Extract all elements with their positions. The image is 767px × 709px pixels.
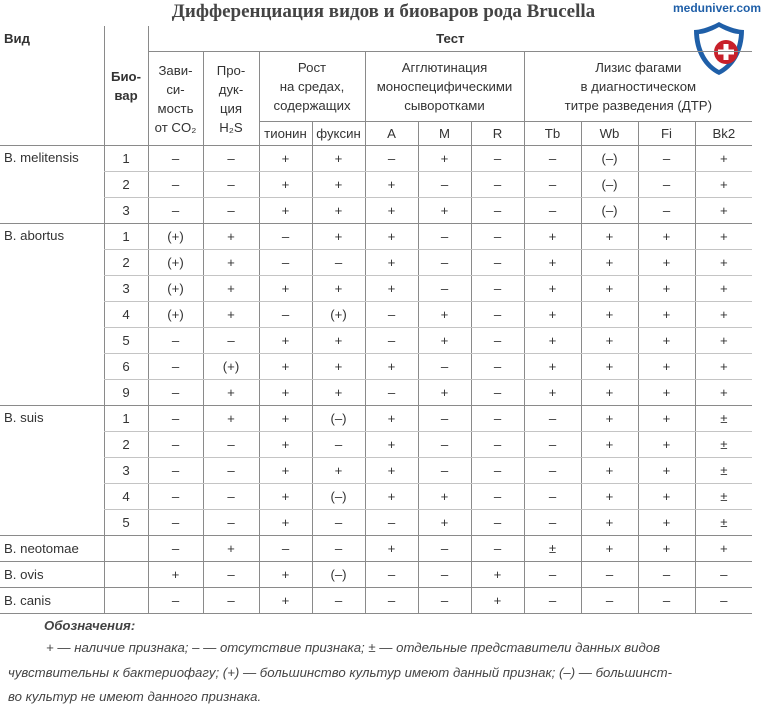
- cell-phage-bk2: –: [695, 562, 752, 588]
- cell-agg-r: –: [471, 198, 524, 224]
- cell-phage-tb: +: [524, 328, 581, 354]
- cell-fuchsin: +: [312, 328, 365, 354]
- cell-phage-wb: (–): [581, 198, 638, 224]
- header-agg-r: R: [471, 122, 524, 146]
- header-phage-tb: Tb: [524, 122, 581, 146]
- biovar-cell: 1: [104, 224, 148, 250]
- cell-agg-m: –: [418, 562, 471, 588]
- header-agglutination-line-2: моноспецифическими: [376, 79, 513, 94]
- header-co2-line-3: мость: [157, 100, 194, 116]
- cell-phage-fi: +: [638, 432, 695, 458]
- header-lysis-line-1: Лизис фагами: [595, 60, 682, 75]
- cell-thionin: +: [259, 328, 312, 354]
- cell-phage-wb: +: [581, 302, 638, 328]
- cell-co2: (+): [148, 250, 203, 276]
- legend-line-3: во культур не имеют данного признака.: [8, 689, 262, 704]
- cell-thionin: –: [259, 250, 312, 276]
- table-row: [0, 562, 752, 588]
- cell-phage-wb: +: [581, 458, 638, 484]
- header-growth-line-2: на средах,: [279, 79, 345, 94]
- cell-fuchsin: +: [312, 198, 365, 224]
- cell-phage-tb: –: [524, 458, 581, 484]
- cell-thionin: +: [259, 406, 312, 432]
- cell-agg-m: –: [418, 354, 471, 380]
- cell-agg-r: –: [471, 224, 524, 250]
- cell-thionin: –: [259, 536, 312, 562]
- biovar-cell: 3: [104, 198, 148, 224]
- cell-thionin: +: [259, 588, 312, 614]
- cell-agg-m: –: [418, 172, 471, 198]
- cell-agg-r: –: [471, 250, 524, 276]
- cell-agg-m: +: [418, 302, 471, 328]
- cell-phage-bk2: +: [695, 146, 752, 172]
- cell-agg-m: –: [418, 406, 471, 432]
- cell-co2: (+): [148, 224, 203, 250]
- table-row: [0, 380, 752, 406]
- cell-h2s: +: [203, 276, 259, 302]
- cell-phage-bk2: –: [695, 588, 752, 614]
- cell-fuchsin: +: [312, 224, 365, 250]
- cell-agg-r: –: [471, 510, 524, 536]
- biovar-cell: 2: [104, 250, 148, 276]
- header-vid: Вид: [0, 26, 104, 146]
- biovar-cell: 4: [104, 302, 148, 328]
- cell-agg-m: –: [418, 432, 471, 458]
- biovar-cell: 4: [104, 484, 148, 510]
- header-h2s: [203, 52, 259, 146]
- cell-phage-tb: +: [524, 276, 581, 302]
- biovar-cell: 1: [104, 406, 148, 432]
- cell-co2: –: [148, 406, 203, 432]
- cell-agg-a: +: [365, 536, 418, 562]
- cell-co2: –: [148, 484, 203, 510]
- cell-phage-tb: –: [524, 484, 581, 510]
- biovar-cell: [104, 562, 148, 588]
- cell-thionin: +: [259, 172, 312, 198]
- cell-phage-wb: +: [581, 536, 638, 562]
- cell-phage-bk2: ±: [695, 510, 752, 536]
- cell-co2: (+): [148, 276, 203, 302]
- cell-co2: –: [148, 432, 203, 458]
- cell-agg-a: –: [365, 328, 418, 354]
- cell-phage-fi: –: [638, 588, 695, 614]
- header-agg-m: M: [418, 122, 471, 146]
- header-growth-line-3: содержащих: [273, 98, 351, 113]
- cell-thionin: –: [259, 224, 312, 250]
- table-row: [0, 484, 752, 510]
- cell-agg-m: –: [418, 536, 471, 562]
- cell-phage-fi: +: [638, 250, 695, 276]
- cell-co2: (+): [148, 302, 203, 328]
- header-lysis-line-2: в диагностическом: [580, 79, 697, 94]
- header-agglutination-line-3: сыворотками: [404, 98, 485, 113]
- cell-h2s: –: [203, 458, 259, 484]
- cell-thionin: +: [259, 458, 312, 484]
- biovar-cell: 3: [104, 458, 148, 484]
- cell-phage-fi: –: [638, 172, 695, 198]
- species-name: B. canis: [0, 588, 104, 614]
- cell-agg-a: +: [365, 250, 418, 276]
- cell-phage-fi: +: [638, 380, 695, 406]
- cell-agg-r: –: [471, 302, 524, 328]
- biovar-cell: 2: [104, 432, 148, 458]
- cell-agg-m: +: [418, 484, 471, 510]
- header-h2s-line-2: дук-: [218, 81, 244, 97]
- cell-h2s: –: [203, 432, 259, 458]
- cell-agg-m: +: [418, 146, 471, 172]
- species-name: B. ovis: [0, 562, 104, 588]
- cell-phage-tb: –: [524, 406, 581, 432]
- cell-co2: –: [148, 380, 203, 406]
- site-watermark[interactable]: meduniver.com: [672, 1, 761, 15]
- cell-thionin: +: [259, 380, 312, 406]
- cell-agg-m: –: [418, 276, 471, 302]
- cell-phage-bk2: +: [695, 302, 752, 328]
- header-h2s-line-3: ция: [219, 100, 243, 116]
- page-title: Дифференциация видов и биоваров рода Brucella: [171, 1, 596, 22]
- cell-agg-a: –: [365, 380, 418, 406]
- table-row: [0, 432, 752, 458]
- cell-fuchsin: +: [312, 172, 365, 198]
- cell-fuchsin: –: [312, 250, 365, 276]
- cell-phage-bk2: +: [695, 276, 752, 302]
- legend-line-1: + — наличие признака; – — отсутствие признака; ± — отдельные представители данных видов: [46, 640, 660, 655]
- cell-phage-fi: +: [638, 484, 695, 510]
- header-phage-bk2: Bk2: [695, 122, 752, 146]
- cell-co2: –: [148, 510, 203, 536]
- header-growth: [259, 52, 365, 122]
- cell-agg-a: +: [365, 198, 418, 224]
- cell-fuchsin: (–): [312, 562, 365, 588]
- cell-agg-r: –: [471, 458, 524, 484]
- cell-phage-tb: –: [524, 146, 581, 172]
- cell-phage-tb: –: [524, 432, 581, 458]
- cell-fuchsin: +: [312, 380, 365, 406]
- cell-agg-r: –: [471, 276, 524, 302]
- cell-phage-bk2: +: [695, 380, 752, 406]
- table-row: [0, 536, 752, 562]
- cell-fuchsin: +: [312, 276, 365, 302]
- cell-thionin: –: [259, 302, 312, 328]
- cell-agg-a: +: [365, 224, 418, 250]
- cell-agg-r: –: [471, 354, 524, 380]
- table-row: [0, 406, 752, 432]
- header-agg-a: A: [365, 122, 418, 146]
- cell-thionin: +: [259, 198, 312, 224]
- cell-co2: +: [148, 562, 203, 588]
- cell-h2s: +: [203, 536, 259, 562]
- species-name: B. suis: [0, 406, 104, 536]
- cell-agg-m: +: [418, 510, 471, 536]
- header-co2-line-2: си-: [166, 81, 185, 97]
- cell-phage-fi: +: [638, 328, 695, 354]
- cell-thionin: +: [259, 562, 312, 588]
- header-phage-fi: Fi: [638, 122, 695, 146]
- cell-co2: –: [148, 354, 203, 380]
- biovar-cell: 9: [104, 380, 148, 406]
- cell-agg-m: –: [418, 588, 471, 614]
- cell-agg-m: +: [418, 328, 471, 354]
- cell-phage-tb: –: [524, 510, 581, 536]
- cell-h2s: –: [203, 510, 259, 536]
- legend-title: Обозначения:: [44, 618, 136, 633]
- cell-agg-a: –: [365, 562, 418, 588]
- cell-phage-bk2: +: [695, 250, 752, 276]
- cell-h2s: –: [203, 172, 259, 198]
- cell-h2s: +: [203, 406, 259, 432]
- cell-phage-tb: +: [524, 224, 581, 250]
- cell-phage-tb: +: [524, 380, 581, 406]
- cell-co2: –: [148, 458, 203, 484]
- biovar-cell: 1: [104, 146, 148, 172]
- cell-fuchsin: –: [312, 510, 365, 536]
- cell-phage-wb: +: [581, 224, 638, 250]
- cell-phage-bk2: ±: [695, 406, 752, 432]
- cell-phage-tb: –: [524, 172, 581, 198]
- cell-phage-wb: +: [581, 250, 638, 276]
- cell-h2s: –: [203, 484, 259, 510]
- table-row: [0, 276, 752, 302]
- cell-agg-r: –: [471, 380, 524, 406]
- cell-agg-m: +: [418, 198, 471, 224]
- cell-agg-m: –: [418, 224, 471, 250]
- cell-phage-wb: +: [581, 510, 638, 536]
- biovar-cell: [104, 588, 148, 614]
- cell-phage-tb: +: [524, 250, 581, 276]
- biovar-cell: 5: [104, 510, 148, 536]
- header-h2s-line-1: Про-: [216, 62, 246, 78]
- cell-fuchsin: –: [312, 536, 365, 562]
- cell-phage-tb: ±: [524, 536, 581, 562]
- cell-h2s: +: [203, 250, 259, 276]
- cell-fuchsin: (–): [312, 484, 365, 510]
- cell-thionin: +: [259, 432, 312, 458]
- cell-co2: –: [148, 328, 203, 354]
- biovar-cell: [104, 536, 148, 562]
- cell-h2s: +: [203, 302, 259, 328]
- header-lysis: [524, 52, 752, 122]
- cell-phage-bk2: +: [695, 224, 752, 250]
- cell-phage-bk2: +: [695, 172, 752, 198]
- cell-thionin: +: [259, 510, 312, 536]
- cell-h2s: (+): [203, 354, 259, 380]
- cell-phage-tb: –: [524, 562, 581, 588]
- cell-agg-r: –: [471, 406, 524, 432]
- biovar-cell: 5: [104, 328, 148, 354]
- cell-phage-fi: +: [638, 510, 695, 536]
- header-phage-wb: Wb: [581, 122, 638, 146]
- cell-phage-tb: –: [524, 198, 581, 224]
- cell-agg-r: –: [471, 484, 524, 510]
- cell-agg-a: +: [365, 458, 418, 484]
- biovar-cell: 6: [104, 354, 148, 380]
- table-row: [0, 588, 752, 614]
- cell-co2: –: [148, 146, 203, 172]
- cell-h2s: –: [203, 588, 259, 614]
- cell-co2: –: [148, 588, 203, 614]
- cell-phage-fi: –: [638, 562, 695, 588]
- cell-phage-wb: (–): [581, 172, 638, 198]
- cell-phage-fi: –: [638, 198, 695, 224]
- table-row: [0, 198, 752, 224]
- cell-phage-fi: –: [638, 146, 695, 172]
- cell-agg-a: +: [365, 406, 418, 432]
- header-biovar-line-2: вар: [114, 87, 138, 103]
- cell-phage-fi: +: [638, 536, 695, 562]
- biovar-cell: 2: [104, 172, 148, 198]
- cell-phage-fi: +: [638, 302, 695, 328]
- cell-agg-r: +: [471, 588, 524, 614]
- cell-agg-r: –: [471, 172, 524, 198]
- cell-fuchsin: +: [312, 354, 365, 380]
- cell-fuchsin: –: [312, 432, 365, 458]
- cell-phage-bk2: +: [695, 536, 752, 562]
- header-test: Тест: [148, 26, 752, 52]
- cell-agg-a: –: [365, 588, 418, 614]
- table-row: [0, 458, 752, 484]
- cell-phage-tb: –: [524, 588, 581, 614]
- species-name: B. abortus: [0, 224, 104, 406]
- cell-h2s: –: [203, 562, 259, 588]
- cell-h2s: +: [203, 380, 259, 406]
- header-growth-line-1: Рост: [297, 60, 327, 75]
- table-row: [0, 328, 752, 354]
- cell-agg-r: –: [471, 536, 524, 562]
- cell-phage-bk2: ±: [695, 432, 752, 458]
- cell-co2: –: [148, 536, 203, 562]
- cell-agg-r: –: [471, 328, 524, 354]
- cell-agg-m: –: [418, 458, 471, 484]
- cell-thionin: +: [259, 146, 312, 172]
- table-row: [0, 302, 752, 328]
- cell-agg-r: –: [471, 432, 524, 458]
- cell-agg-a: +: [365, 354, 418, 380]
- biovar-cell: 3: [104, 276, 148, 302]
- header-agglutination: [365, 52, 524, 122]
- cell-phage-bk2: ±: [695, 484, 752, 510]
- header-agglutination-line-1: Агглютинация: [401, 60, 488, 75]
- cell-co2: –: [148, 172, 203, 198]
- species-name: B. neotomae: [0, 536, 104, 562]
- header-co2-line-4: от CO₂: [154, 119, 197, 135]
- cell-agg-a: +: [365, 276, 418, 302]
- legend-line-2: чувствительны к бактериофагу; (+) — большинство культур имеют данный признак; (–) — большинст-: [8, 665, 672, 680]
- cell-agg-a: –: [365, 302, 418, 328]
- cell-phage-fi: +: [638, 354, 695, 380]
- brucella-table: [0, 26, 752, 614]
- cell-fuchsin: +: [312, 146, 365, 172]
- cell-agg-a: +: [365, 484, 418, 510]
- cell-thionin: +: [259, 276, 312, 302]
- cell-thionin: +: [259, 354, 312, 380]
- cell-phage-wb: +: [581, 354, 638, 380]
- cell-phage-wb: +: [581, 328, 638, 354]
- cell-phage-fi: +: [638, 224, 695, 250]
- header-biovar: [104, 26, 148, 146]
- cell-phage-fi: +: [638, 276, 695, 302]
- table-row: [0, 510, 752, 536]
- cell-agg-r: +: [471, 562, 524, 588]
- cell-h2s: –: [203, 146, 259, 172]
- cell-phage-wb: +: [581, 432, 638, 458]
- cell-phage-wb: +: [581, 406, 638, 432]
- table-row: [0, 146, 752, 172]
- cell-phage-fi: +: [638, 406, 695, 432]
- cell-agg-r: –: [471, 146, 524, 172]
- cell-phage-bk2: ±: [695, 458, 752, 484]
- cell-phage-tb: +: [524, 302, 581, 328]
- cell-phage-bk2: +: [695, 354, 752, 380]
- cell-fuchsin: –: [312, 588, 365, 614]
- header-fuchsin: фуксин: [312, 122, 365, 146]
- cell-h2s: –: [203, 328, 259, 354]
- cell-phage-bk2: +: [695, 198, 752, 224]
- header-h2s-line-4: H₂S: [219, 119, 243, 135]
- cell-phage-wb: +: [581, 484, 638, 510]
- header-co2-line-1: Зави-: [158, 62, 193, 78]
- cell-phage-wb: –: [581, 562, 638, 588]
- cell-phage-bk2: +: [695, 328, 752, 354]
- table-row: [0, 354, 752, 380]
- header-co2: [148, 52, 203, 146]
- cell-phage-wb: +: [581, 276, 638, 302]
- cell-agg-m: –: [418, 250, 471, 276]
- cell-fuchsin: +: [312, 458, 365, 484]
- table-row: [0, 172, 752, 198]
- cell-phage-wb: +: [581, 380, 638, 406]
- species-name: B. melitensis: [0, 146, 104, 224]
- cell-agg-a: –: [365, 146, 418, 172]
- table-row: [0, 224, 752, 250]
- cell-thionin: +: [259, 484, 312, 510]
- cell-phage-wb: –: [581, 588, 638, 614]
- cell-phage-fi: +: [638, 458, 695, 484]
- cell-agg-a: +: [365, 172, 418, 198]
- cell-phage-wb: (–): [581, 146, 638, 172]
- table-row: [0, 250, 752, 276]
- cell-phage-tb: +: [524, 354, 581, 380]
- cell-fuchsin: (–): [312, 406, 365, 432]
- cell-agg-m: +: [418, 380, 471, 406]
- cell-fuchsin: (+): [312, 302, 365, 328]
- cell-agg-a: –: [365, 510, 418, 536]
- cell-h2s: +: [203, 224, 259, 250]
- header-lysis-line-3: титре разведения (ДТР): [564, 98, 712, 113]
- header-biovar-line-1: Био-: [110, 68, 142, 84]
- cell-h2s: –: [203, 198, 259, 224]
- header-thionin: тионин: [259, 122, 312, 146]
- cell-agg-a: +: [365, 432, 418, 458]
- cell-co2: –: [148, 198, 203, 224]
